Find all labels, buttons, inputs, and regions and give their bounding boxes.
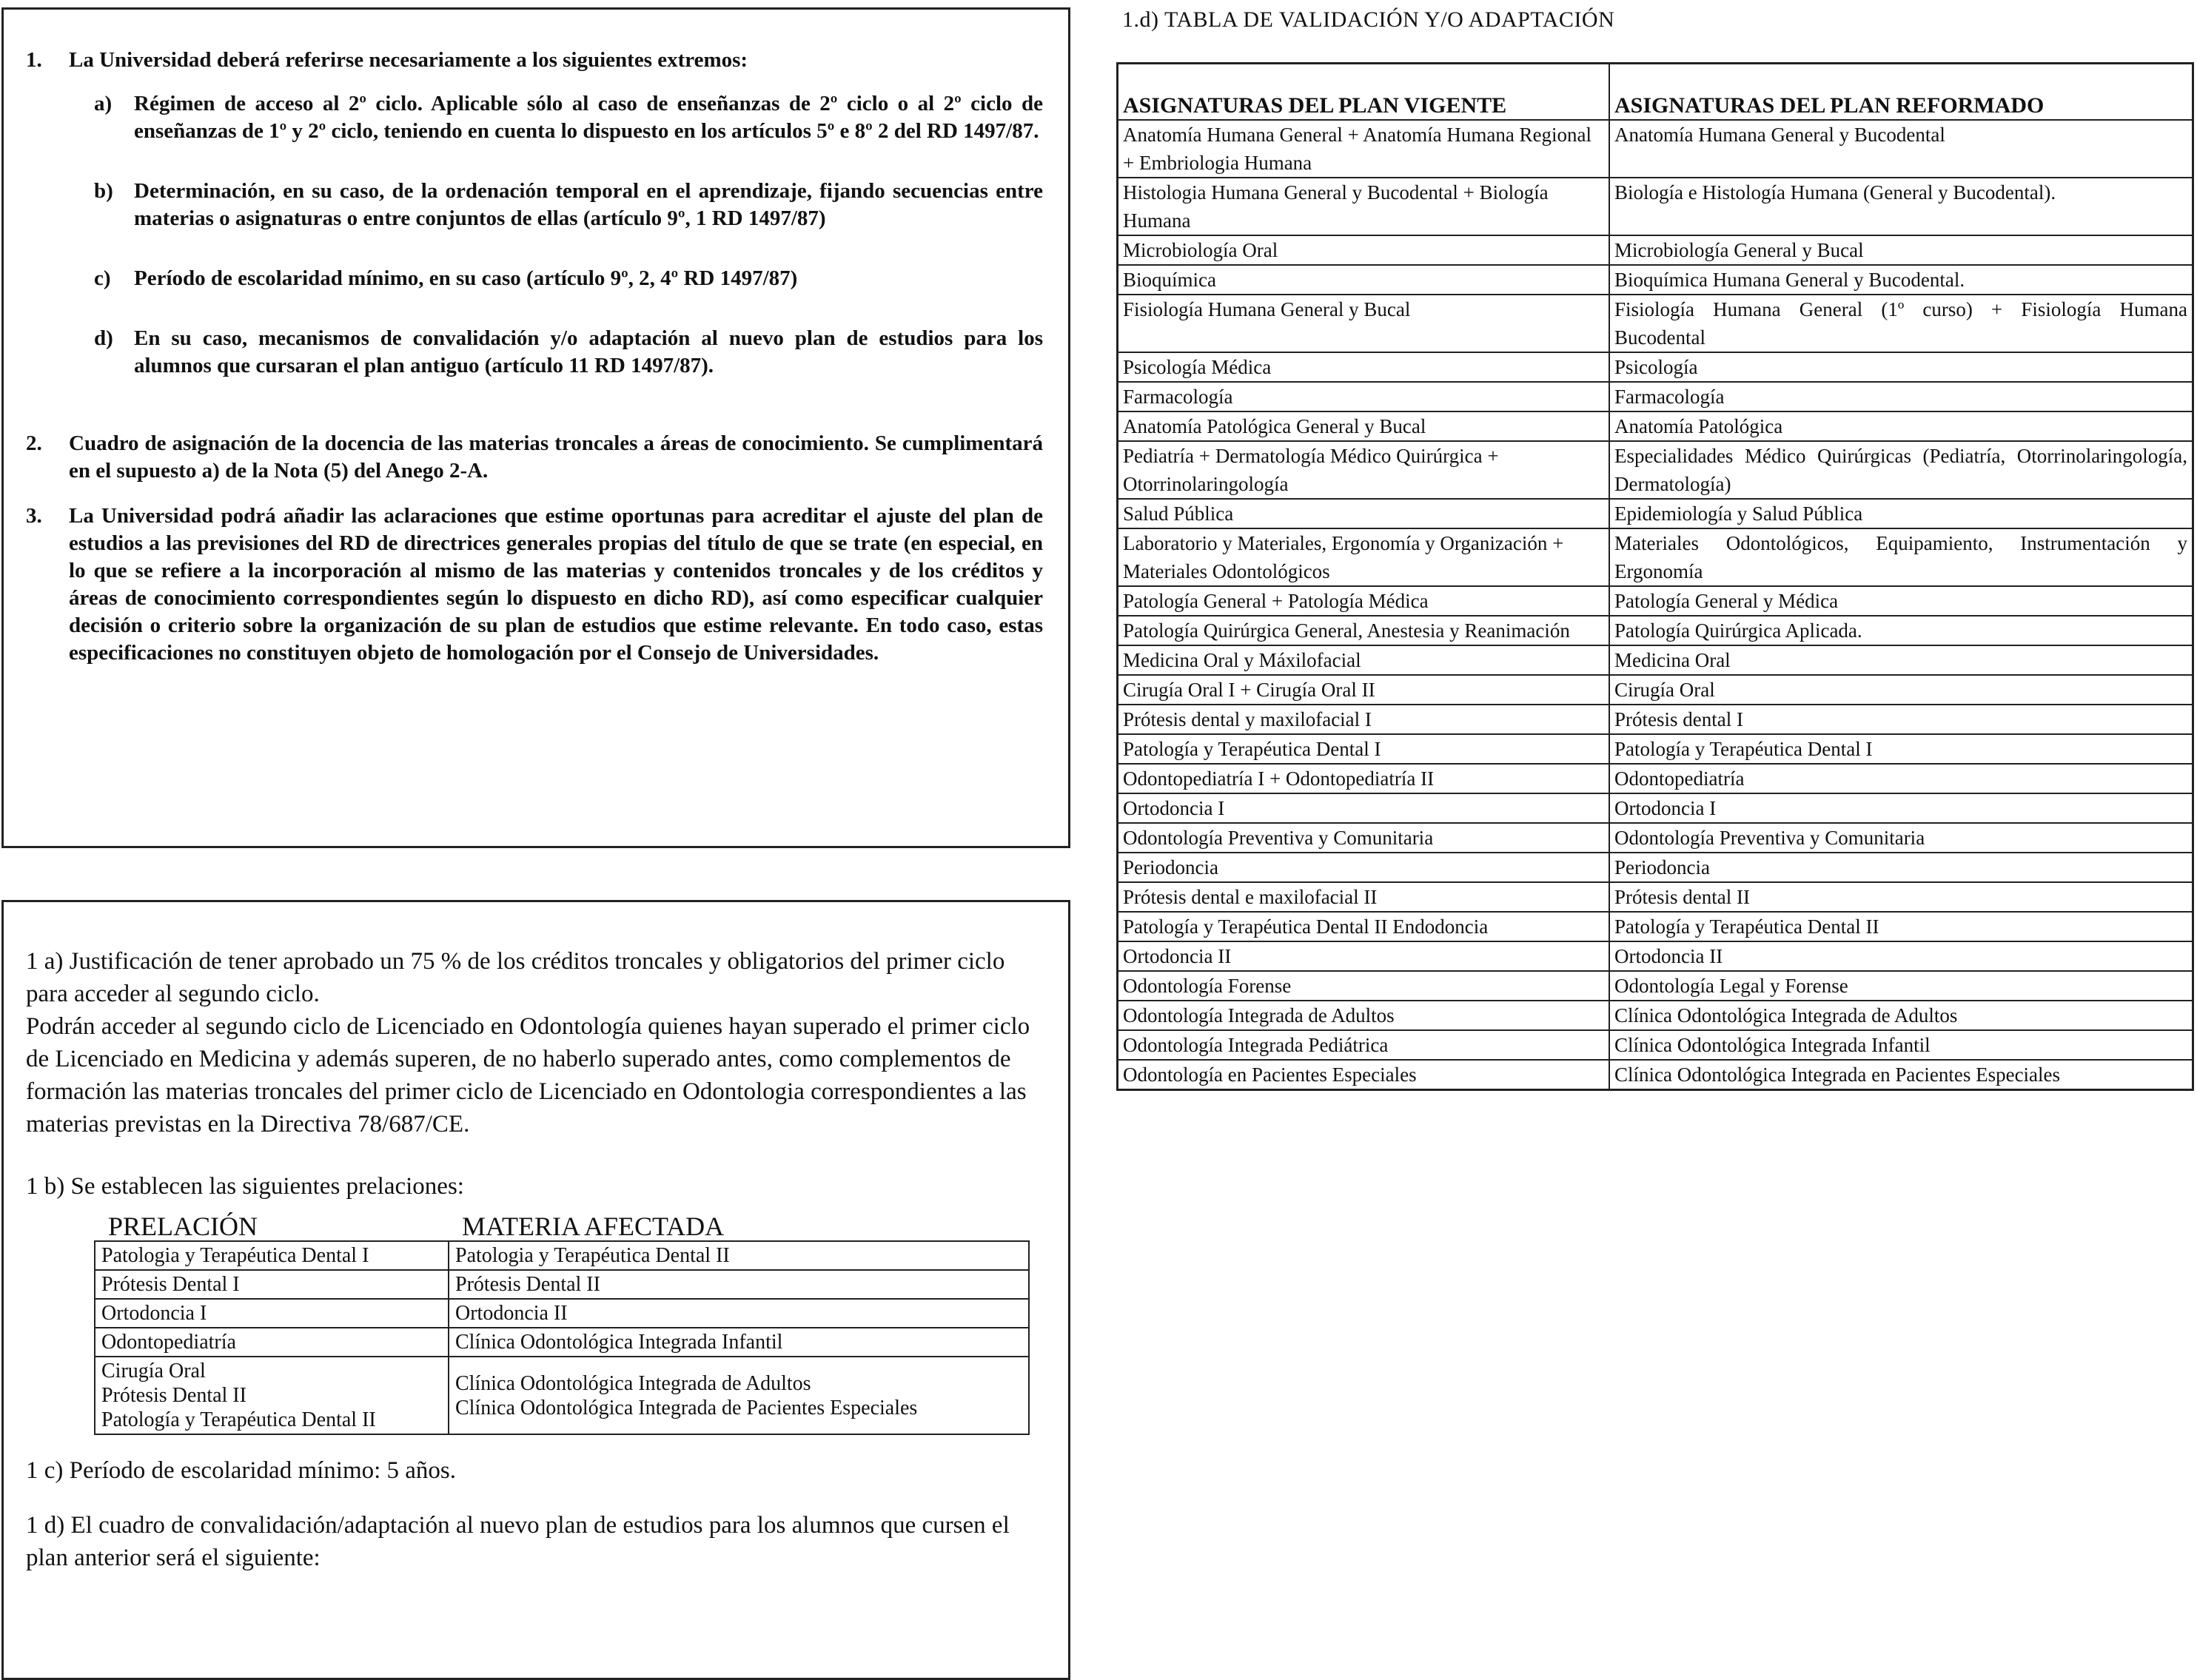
justification-content: [4, 902, 1068, 1574]
plan-vigente-cell: Bioquímica: [1118, 265, 1610, 295]
adaptation-row: [1118, 528, 2193, 586]
paragraph-1c: 1 c) Período de escolaridad mínimo: 5 años.: [26, 1457, 457, 1484]
adaptation-row: [1118, 265, 2193, 295]
plan-reformado-cell: Odontopediatría: [1609, 764, 2193, 793]
plan-vigente-cell: Ortodoncia I: [1118, 793, 1610, 823]
sub-item: [94, 325, 1043, 380]
sub-letter: b): [94, 179, 113, 203]
paragraph-1d: 1 d) El cuadro de convalidación/adaptación al nuevo plan de estudios para los alumnos que cursen el plan anterior será el siguiente:: [26, 1512, 1010, 1571]
plan-reformado-cell: Bioquímica Humana General y Bucodental.: [1609, 265, 2193, 295]
plan-vigente-cell: Patología y Terapéutica Dental I: [1118, 734, 1610, 764]
plan-reformado-cell: Biología e Histología Humana (General y Bucodental).: [1609, 178, 2193, 235]
plan-reformado-cell: Patología Quirúrgica Aplicada.: [1609, 616, 2193, 645]
plan-vigente-cell: Salud Pública: [1118, 499, 1610, 528]
plan-vigente-cell: Farmacología: [1118, 382, 1610, 411]
adaptation-row: [1118, 352, 2193, 382]
instruction-text: La Universidad podrá añadir las aclaraciones que estime oportunas para acreditar el ajuste del plan de estudios a las previsiones del RD de directrices generales propias del título de que se trate (en especial, en lo que se refiere a la incorporación al mismo de las materias y contenidos troncales y de los créditos y áreas de conocimiento correspondientes según lo dispuesto en dicho RD), así como especificar cualquier decisión o criterio sobre la organización de su plan de estudios que estime relevante. En todo caso, estas especificaciones no constituyen objeto de homologación por el Consejo de Universidades.: [69, 504, 1043, 665]
prelacion-cell-line: Odontopediatría: [101, 1331, 236, 1354]
adaptation-row: [1118, 120, 2193, 178]
instruction-number: 2.: [26, 431, 42, 455]
plan-reformado-cell: Anatomía Humana General y Bucodental: [1609, 120, 2193, 178]
instruction-number: 3.: [26, 504, 42, 528]
materia-afectada-header: MATERIA AFECTADA: [462, 1212, 725, 1241]
plan-reformado-cell: Clínica Odontológica Integrada de Adultos: [1609, 1001, 2193, 1030]
justification-box: [1, 900, 1070, 1680]
materia-cell: [449, 1357, 1029, 1434]
prelacion-cell-line: Prótesis Dental II: [101, 1384, 246, 1407]
instructions-list: [4, 10, 1068, 667]
plan-vigente-cell: Patología General + Patología Médica: [1118, 586, 1610, 616]
prelacion-table: [94, 1214, 1030, 1435]
plan-vigente-cell: Laboratorio y Materiales, Ergonomía y Organización + Materiales Odontológicos: [1118, 528, 1610, 586]
materia-cell: [449, 1299, 1029, 1328]
plan-reformado-cell: Medicina Oral: [1609, 645, 2193, 675]
plan-reformado-cell: Odontología Legal y Forense: [1609, 971, 2193, 1001]
prelacion-cell-line: Patología y Terapéutica Dental II: [101, 1408, 376, 1431]
adaptation-row: [1118, 411, 2193, 441]
plan-reformado-cell: Cirugía Oral: [1609, 675, 2193, 705]
adaptation-row: [1118, 382, 2193, 411]
adaptation-row: [1118, 971, 2193, 1001]
adaptation-row: [1118, 705, 2193, 734]
plan-vigente-cell: Ortodoncia II: [1118, 941, 1610, 971]
plan-vigente-cell: Patología Quirúrgica General, Anestesia y Reanimación: [1118, 616, 1610, 645]
plan-reformado-cell: Fisiología Humana General (1º curso) + Fisiología Humana Bucodental: [1609, 295, 2193, 352]
adaptation-row: [1118, 178, 2193, 235]
adaptation-table: [1116, 62, 2194, 1091]
adaptation-row: [1118, 295, 2193, 352]
plan-reformado-cell: Psicología: [1609, 352, 2193, 382]
plan-vigente-cell: Cirugía Oral I + Cirugía Oral II: [1118, 675, 1610, 705]
prelacion-row: [95, 1241, 1029, 1270]
materia-cell-line: Patologia y Terapéutica Dental II: [455, 1244, 730, 1267]
plan-reformado-cell: Odontología Preventiva y Comunitaria: [1609, 823, 2193, 853]
materia-cell-line: Clínica Odontológica Integrada Infantil: [455, 1331, 783, 1354]
prelacion-row: [95, 1299, 1029, 1328]
materia-cell-line: Clínica Odontológica Integrada de Pacientes Especiales: [455, 1396, 918, 1419]
prelacion-cell: [95, 1270, 449, 1299]
prelacion-row: [95, 1357, 1029, 1434]
materia-cell: [449, 1328, 1029, 1357]
paragraph-1a: 1 a) Justificación de tener aprobado un 75 % de los créditos troncales y obligatorios del primer ciclo para acceder al segundo ciclo.: [26, 948, 1005, 1007]
adaptation-row: [1118, 823, 2193, 853]
instruction-item: [26, 503, 1043, 667]
plan-reformado-cell: Clínica Odontológica Integrada Infantil: [1609, 1030, 2193, 1060]
plan-reformado-cell: Ortodoncia II: [1609, 941, 2193, 971]
plan-vigente-cell: Medicina Oral y Máxilofacial: [1118, 645, 1610, 675]
adaptation-row: [1118, 764, 2193, 793]
sub-text: Determinación, en su caso, de la ordenación temporal en el aprendizaje, fijando secuencias entre materias o asignaturas o entre conjuntos de ellas (artículo 9º, 1 RD 1497/87): [134, 179, 1043, 230]
plan-vigente-cell: Fisiología Humana General y Bucal: [1118, 295, 1610, 352]
materia-cell-line: Prótesis Dental II: [455, 1273, 600, 1296]
sub-letter: a): [94, 92, 113, 115]
adaptation-row: [1118, 1030, 2193, 1060]
plan-vigente-cell: Odontología Integrada Pediátrica: [1118, 1030, 1610, 1060]
plan-vigente-cell: Prótesis dental e maxilofacial II: [1118, 882, 1610, 912]
plan-vigente-cell: Anatomía Patológica General y Bucal: [1118, 411, 1610, 441]
prelacion-cell-line: Ortodoncia I: [101, 1302, 207, 1325]
sub-item: [94, 90, 1043, 145]
plan-vigente-cell: Patología y Terapéutica Dental II Endodoncia: [1118, 912, 1610, 941]
plan-reformado-cell: Microbiología General y Bucal: [1609, 235, 2193, 265]
sub-letter: d): [94, 326, 113, 350]
prelacion-row: [95, 1270, 1029, 1299]
plan-vigente-cell: Microbiología Oral: [1118, 235, 1610, 265]
adaptation-row: [1118, 499, 2193, 528]
materia-cell-line: Clínica Odontológica Integrada de Adultos: [455, 1371, 811, 1395]
adaptation-row: [1118, 853, 2193, 882]
prelacion-cell: [95, 1241, 449, 1270]
adaptation-row: [1118, 793, 2193, 823]
adaptation-row: [1118, 1060, 2193, 1090]
sub-list: [69, 90, 1043, 380]
adaptation-row: [1118, 912, 2193, 941]
paragraph-1a-detail: Podrán acceder al segundo ciclo de Licenciado en Odontología quienes hayan superado el primer ciclo de Licenciado en Medicina y además superen, de no haberlo superado antes, como complementos de formación las materias troncales del primer ciclo de Licenciado en Odontologia correspondientes a las materias previstas en la Directiva 78/687/CE.: [26, 1013, 1030, 1138]
sub-text: En su caso, mecanismos de convalidación y/o adaptación al nuevo plan de estudios para los alumnos que cursaran el plan antiguo (artículo 11 RD 1497/87).: [134, 326, 1043, 377]
plan-reformado-cell: Prótesis dental II: [1609, 882, 2193, 912]
sub-letter: c): [94, 266, 111, 290]
prelacion-header: PRELACIÓN: [108, 1212, 258, 1241]
adaptation-row: [1118, 235, 2193, 265]
adaptation-row: [1118, 441, 2193, 499]
instruction-text: Cuadro de asignación de la docencia de las materias troncales a áreas de conocimiento. Se cumplimentará en el supuesto a) de la Nota (5) del Anego 2-A.: [69, 431, 1043, 483]
plan-vigente-cell: Pediatría + Dermatología Médico Quirúrgica + Otorrinolaringología: [1118, 441, 1610, 499]
prelacion-cell: [95, 1328, 449, 1357]
materia-cell-line: Ortodoncia II: [455, 1302, 568, 1325]
materia-cell: [449, 1270, 1029, 1299]
paragraph-1b: 1 b) Se establecen las siguientes prelaciones:: [26, 1173, 464, 1200]
plan-vigente-cell: Odontología Integrada de Adultos: [1118, 1001, 1610, 1030]
plan-reformado-cell: Anatomía Patológica: [1609, 411, 2193, 441]
prelacion-cell: [95, 1357, 449, 1434]
adaptation-row: [1118, 734, 2193, 764]
plan-reformado-cell: Patología General y Médica: [1609, 586, 2193, 616]
plan-vigente-cell: Psicología Médica: [1118, 352, 1610, 382]
adaptation-row: [1118, 941, 2193, 971]
adaptation-table-title: 1.d) TABLA DE VALIDACIÓN Y/O ADAPTACIÓN: [1122, 7, 1615, 32]
plan-reformado-cell: Materiales Odontológicos, Equipamiento, Instrumentación y Ergonomía: [1609, 528, 2193, 586]
prelacion-cell: [95, 1299, 449, 1328]
plan-vigente-cell: Odontología Preventiva y Comunitaria: [1118, 823, 1610, 853]
plan-reformado-cell: Farmacología: [1609, 382, 2193, 411]
adaptation-row: [1118, 882, 2193, 912]
plan-reformado-cell: Patología y Terapéutica Dental II: [1609, 912, 2193, 941]
plan-vigente-cell: Anatomía Humana General + Anatomía Humana Regional + Embriologia Humana: [1118, 120, 1610, 178]
sub-item: [94, 178, 1043, 232]
instruction-item: [26, 430, 1043, 485]
prelacion-cell-line: Prótesis Dental I: [101, 1273, 240, 1296]
sub-text: Régimen de acceso al 2º ciclo. Aplicable sólo al caso de enseñanzas de 2º ciclo o al 2º ciclo de enseñanzas de 1º y 2º ciclo, teniendo en cuenta lo dispuesto en los artículos 5º e 8º 2 del RD 1497/87.: [134, 92, 1043, 143]
plan-reformado-cell: Prótesis dental I: [1609, 705, 2193, 734]
plan-vigente-cell: Odontología en Pacientes Especiales: [1118, 1060, 1610, 1090]
plan-reformado-cell: Periodoncia: [1609, 853, 2193, 882]
plan-reformado-header: ASIGNATURAS DEL PLAN REFORMADO: [1609, 64, 2193, 121]
adaptation-row: [1118, 645, 2193, 675]
adaptation-row: [1118, 1001, 2193, 1030]
adaptation-row: [1118, 616, 2193, 645]
plan-vigente-cell: Periodoncia: [1118, 853, 1610, 882]
sub-item: [94, 265, 1043, 292]
instruction-text: La Universidad deberá referirse necesariamente a los siguientes extremos:: [69, 48, 748, 72]
plan-reformado-cell: Clínica Odontológica Integrada en Pacientes Especiales: [1609, 1060, 2193, 1090]
sub-text: Período de escolaridad mínimo, en su caso (artículo 9º, 2, 4º RD 1497/87): [134, 266, 798, 290]
prelacion-cell-line: Patologia y Terapéutica Dental I: [101, 1244, 369, 1267]
plan-vigente-cell: Odontología Forense: [1118, 971, 1610, 1001]
materia-cell: [449, 1241, 1029, 1270]
adaptation-row: [1118, 675, 2193, 705]
plan-vigente-cell: Odontopediatría I + Odontopediatría II: [1118, 764, 1610, 793]
instruction-number: 1.: [26, 48, 42, 72]
prelacion-row: [95, 1328, 1029, 1357]
prelacion-cell-line: Cirugía Oral: [101, 1360, 206, 1382]
plan-reformado-cell: Especialidades Médico Quirúrgicas (Pediatría, Otorrinolaringología, Dermatología): [1609, 441, 2193, 499]
plan-reformado-cell: Ortodoncia I: [1609, 793, 2193, 823]
adaptation-row: [1118, 586, 2193, 616]
plan-reformado-cell: Epidemiología y Salud Pública: [1609, 499, 2193, 528]
instruction-item: [26, 47, 1043, 412]
plan-vigente-cell: Prótesis dental y maxilofacial I: [1118, 705, 1610, 734]
plan-vigente-header: ASIGNATURAS DEL PLAN VIGENTE: [1118, 64, 1610, 121]
plan-reformado-cell: Patología y Terapéutica Dental I: [1609, 734, 2193, 764]
instructions-box: [1, 7, 1070, 848]
plan-vigente-cell: Histologia Humana General y Bucodental + Biología Humana: [1118, 178, 1610, 235]
